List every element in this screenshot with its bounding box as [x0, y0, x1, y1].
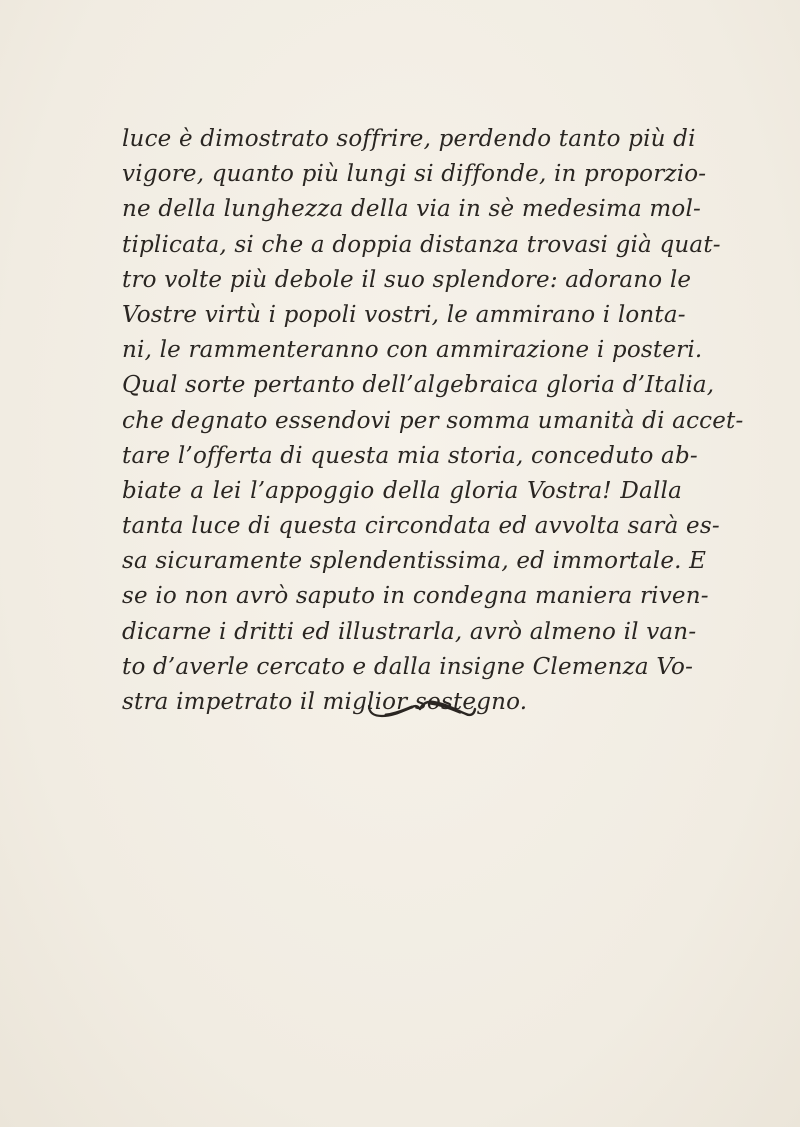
- text-line: sa sicuramente splendentissima, ed immortale. E: [122, 548, 707, 575]
- text-line: che degnato essendovi per somma umanità di accet-: [122, 407, 744, 434]
- text-line: tanta luce di questa circondata ed avvolta sarà es-: [122, 513, 720, 540]
- text-line: to d’averle cercato e dalla insigne Clemenza Vo-: [122, 653, 694, 680]
- text-line: luce è dimostrato soffrire, perdendo tanto più di: [122, 126, 696, 152]
- text-line: tro volte più debole il suo splendore: adorano le: [122, 266, 692, 293]
- text-line: ne della lunghezza della via in sè medesima mol-: [122, 196, 701, 223]
- text-line: Vostre virtù i popoli vostri, le ammirano i lonta-: [122, 301, 686, 328]
- tailpiece-ornament-icon: [366, 697, 478, 721]
- text-line: vigore, quanto più lungi si diffonde, in proporzio-: [122, 161, 707, 188]
- text-line: ni, le rammenteranno con ammirazione i posteri.: [122, 337, 703, 364]
- text-line: Qual sorte pertanto dell’algebraica gloria d’Italia,: [122, 372, 715, 399]
- body-text: [122, 122, 744, 720]
- text-line: tare l’offerta di questa mia storia, conceduto ab-: [122, 442, 698, 469]
- text-line: stra impetrato il miglior sostegno.: [122, 689, 528, 715]
- text-line: se io non avrò saputo in condegna maniera riven-: [122, 583, 709, 610]
- text-line: dicarne i dritti ed illustrarla, avrò almeno il van-: [122, 618, 697, 645]
- text-line: tiplicata, si che a doppia distanza trovasi già quat-: [122, 231, 721, 258]
- text-line: biate a lei l’appoggio della gloria Vostra! Dalla: [122, 477, 682, 504]
